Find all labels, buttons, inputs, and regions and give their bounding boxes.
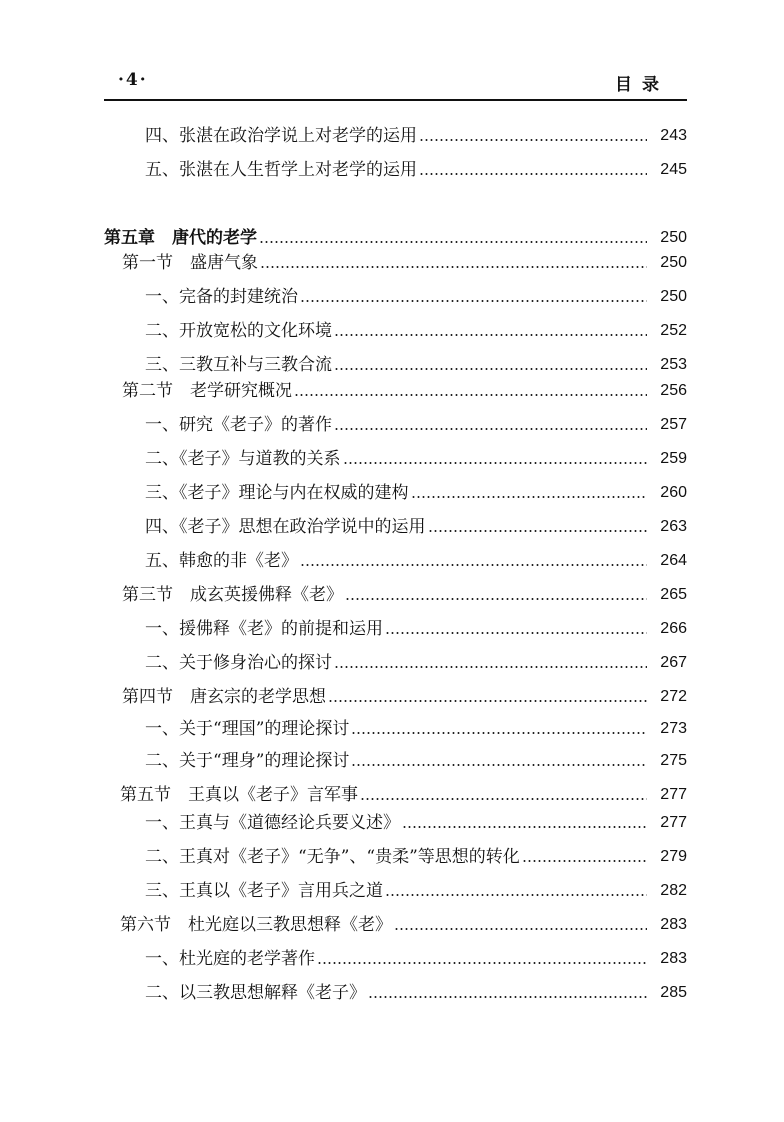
- toc-entry-page: 272: [660, 688, 687, 705]
- toc-entry-page: 257: [660, 416, 687, 433]
- page-number: ·4·: [118, 70, 148, 90]
- toc-entry-label: 一、杜光庭的老学著作: [145, 949, 315, 969]
- toc-entry-label: 二、开放宽松的文化环境: [145, 321, 332, 341]
- toc-entry[interactable]: [145, 878, 687, 904]
- dot-leader: [428, 530, 648, 532]
- toc-entry-label: 一、王真与《道德经论兵要义述》: [145, 813, 400, 833]
- toc-entry-page: 285: [660, 984, 687, 1001]
- header-rule: [104, 99, 687, 101]
- toc-entry-page: 283: [660, 916, 687, 933]
- dot-leader: [300, 564, 647, 566]
- dot-leader: [317, 962, 647, 964]
- toc-entry-label: 二、关于“理身”的理论探讨: [145, 751, 350, 771]
- dot-leader: [385, 632, 647, 634]
- dot-leader: [334, 334, 647, 336]
- page-header: [104, 70, 687, 98]
- toc-entry-label: 二、以三教思想解释《老子》: [145, 983, 366, 1003]
- toc-entry-label: 第二节 老学研究概况: [122, 381, 292, 401]
- toc-entry[interactable]: [145, 616, 687, 642]
- toc-entry-label: 二、《老子》与道教的关系: [145, 449, 341, 469]
- toc-section[interactable]: [120, 912, 687, 938]
- toc-entry[interactable]: [145, 650, 687, 676]
- dot-leader: [351, 732, 647, 734]
- toc-entry-label: 一、研究《老子》的著作: [145, 415, 332, 435]
- toc-entry-page: 264: [660, 552, 687, 569]
- dot-leader: [394, 928, 647, 930]
- dot-leader: [259, 241, 647, 243]
- toc-chapter[interactable]: [104, 225, 687, 251]
- dot-leader: [351, 764, 647, 766]
- toc-entry-label: 第一节 盛唐气象: [122, 253, 258, 273]
- toc-entry[interactable]: [145, 980, 687, 1006]
- toc-section[interactable]: [122, 684, 687, 710]
- toc-entry[interactable]: [145, 844, 687, 870]
- dot-leader: [368, 996, 647, 998]
- toc-entry-page: 273: [660, 720, 687, 737]
- toc-entry[interactable]: [145, 157, 687, 183]
- toc-section[interactable]: [122, 582, 687, 608]
- toc-entry-label: 一、完备的封建统治: [145, 287, 298, 307]
- toc-entry[interactable]: [145, 514, 687, 540]
- toc-entry-page: 282: [660, 882, 687, 899]
- dot-leader: [345, 598, 647, 600]
- toc-entry-page: 243: [660, 127, 687, 144]
- toc-entry-label: 五、张湛在人生哲学上对老学的运用: [145, 160, 417, 180]
- toc-entry-label: 第五章 唐代的老学: [104, 228, 257, 248]
- toc-entry[interactable]: [145, 548, 687, 574]
- toc-entry[interactable]: [145, 123, 687, 149]
- dot-leader: [411, 496, 648, 498]
- dot-leader: [328, 700, 647, 702]
- toc-section[interactable]: [122, 378, 687, 404]
- toc-section[interactable]: [120, 782, 687, 808]
- dot-leader: [300, 300, 647, 302]
- toc-entry[interactable]: [145, 748, 687, 774]
- dot-leader: [343, 462, 648, 464]
- dot-leader: [294, 394, 647, 396]
- toc-entry-label: 三、《老子》理论与内在权威的建构: [145, 483, 409, 503]
- toc-entry-label: 第五节 王真以《老子》言军事: [120, 785, 358, 805]
- toc-entry-page: 256: [660, 382, 687, 399]
- toc-entry-page: 253: [660, 356, 687, 373]
- dot-leader: [385, 894, 647, 896]
- toc-entry[interactable]: [145, 412, 687, 438]
- toc-entry-page: 260: [660, 484, 687, 501]
- dot-leader: [334, 666, 647, 668]
- toc-entry[interactable]: [145, 810, 687, 836]
- dot-leader: [360, 798, 647, 800]
- toc-entry-label: 二、王真对《老子》“无争”、“贵柔”等思想的转化: [145, 847, 520, 867]
- toc-entry-label: 第三节 成玄英援佛释《老》: [122, 585, 343, 605]
- toc-entry[interactable]: [145, 716, 687, 742]
- dot-leader: [334, 368, 647, 370]
- toc-entry-page: 279: [660, 848, 687, 865]
- toc-entry-label: 三、三教互补与三教合流: [145, 355, 332, 375]
- dot-leader: [419, 173, 647, 175]
- header-title: 目录: [615, 75, 669, 95]
- toc-entry-label: 四、张湛在政治学说上对老学的运用: [145, 126, 417, 146]
- toc-entry-page: 250: [660, 288, 687, 305]
- toc-entry-label: 二、关于修身治心的探讨: [145, 653, 332, 673]
- toc-entry-page: 283: [660, 950, 687, 967]
- toc-entry-page: 250: [660, 254, 687, 271]
- toc-entry-label: 第四节 唐玄宗的老学思想: [122, 687, 326, 707]
- dot-leader: [419, 139, 647, 141]
- toc-entry-page: 252: [660, 322, 687, 339]
- toc-entry-label: 一、关于“理国”的理论探讨: [145, 719, 350, 739]
- toc-section[interactable]: [122, 250, 687, 276]
- dot-leader: [260, 266, 647, 268]
- dot-leader: [334, 428, 647, 430]
- toc-entry-page: 277: [660, 786, 687, 803]
- toc-entry[interactable]: [145, 318, 687, 344]
- toc-entry[interactable]: [145, 446, 687, 472]
- toc-entry[interactable]: [145, 284, 687, 310]
- toc-entry-page: 277: [660, 814, 687, 831]
- toc-entry[interactable]: [145, 352, 687, 378]
- toc-entry-page: 275: [660, 752, 687, 769]
- toc-entry-page: 259: [660, 450, 687, 467]
- toc-entry-page: 250: [660, 229, 687, 246]
- toc-entry-page: 265: [660, 586, 687, 603]
- toc-entry-label: 三、王真以《老子》言用兵之道: [145, 881, 383, 901]
- dot-leader: [522, 860, 647, 862]
- toc-entry-label: 四、《老子》思想在政治学说中的运用: [145, 517, 426, 537]
- toc-entry-label: 一、援佛释《老》的前提和运用: [145, 619, 383, 639]
- toc-entry-page: 266: [660, 620, 687, 637]
- toc-entry[interactable]: [145, 480, 687, 506]
- toc-entry[interactable]: [145, 946, 687, 972]
- toc-entry-page: 245: [660, 161, 687, 178]
- toc-entry-page: 267: [660, 654, 687, 671]
- dot-leader: [402, 826, 647, 828]
- toc-entry-label: 第六节 杜光庭以三教思想释《老》: [120, 915, 392, 935]
- toc-entry-page: 263: [660, 518, 687, 535]
- toc-entry-label: 五、韩愈的非《老》: [145, 551, 298, 571]
